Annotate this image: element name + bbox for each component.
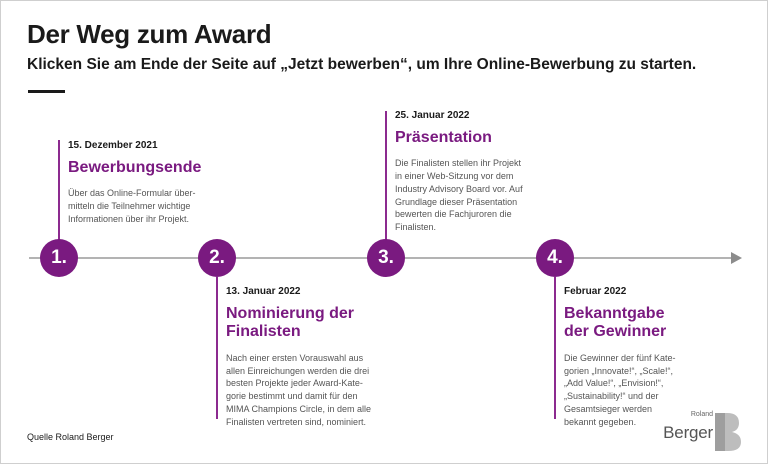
page-subtitle: Klicken Sie am Ende der Seite auf „Jetzt bewerben“, um Ihre Online-Bewerbung zu starten. xyxy=(27,56,697,73)
roland-berger-logo xyxy=(663,411,743,453)
step-2-heading: Nominierung der Finalisten xyxy=(226,305,355,341)
step-1-description: Über das Online-Formular über- mitteln die Teilnehmer wichtige Informationen über ihr Projekt. xyxy=(68,188,196,224)
timeline-arrow-icon xyxy=(731,252,742,264)
logo-text-big: Berger xyxy=(663,423,713,442)
step-4-description: Die Gewinner der fünf Kate- gorien „Innovate!“, „Scale!“, „Add Value!“, „Envision!“, „Sustainability!“ und der Gesamtsieger werden bekannt gegeben. xyxy=(564,352,676,427)
step-3-description: Die Finalisten stellen ihr Projekt in einer Web-Sitzung vor dem Industry Advisory Board vor. Auf Grundlage dieser Präsentation bewerten die Fachjuroren die Finalisten. xyxy=(395,158,523,233)
step-1-date: 15. Dezember 2021 xyxy=(68,140,158,151)
step-1-circle: 1. xyxy=(40,239,78,277)
step-2-description: Nach einer ersten Vorauswahl aus allen Einreichungen werden die drei besten Projekte jeder Award-Kate- gorie bestimmt und damit für den MIMA Champions Circle, in dem alle Finalisten vertreten sind, nominiert. xyxy=(226,352,372,427)
step-2-card xyxy=(226,286,406,428)
step-3-connector xyxy=(385,111,387,240)
logo-text-small: Roland xyxy=(690,411,713,418)
step-1-heading: Bewerbungsende xyxy=(68,159,202,176)
step-4-date: Februar 2022 xyxy=(564,286,627,297)
page-title: Der Weg zum Award xyxy=(27,19,272,49)
step-4-card xyxy=(564,286,724,428)
step-2-circle: 2. xyxy=(198,239,236,277)
logo-b-mark-icon xyxy=(713,411,743,453)
step-2-date: 13. Januar 2022 xyxy=(226,286,301,297)
step-1-card xyxy=(68,140,248,226)
step-3-heading: Präsentation xyxy=(395,129,492,146)
step-4-heading: Bekanntgabe der Gewinner xyxy=(564,305,667,341)
title-underline xyxy=(28,90,65,93)
step-3-card xyxy=(395,110,575,234)
step-3-circle: 3. xyxy=(367,239,405,277)
step-2-connector xyxy=(216,277,218,419)
step-4-circle: 4. xyxy=(536,239,574,277)
step-1-connector xyxy=(58,140,60,240)
step-3-date: 25. Januar 2022 xyxy=(395,110,470,121)
source-note: Quelle Roland Berger xyxy=(27,432,114,442)
step-4-connector xyxy=(554,277,556,419)
